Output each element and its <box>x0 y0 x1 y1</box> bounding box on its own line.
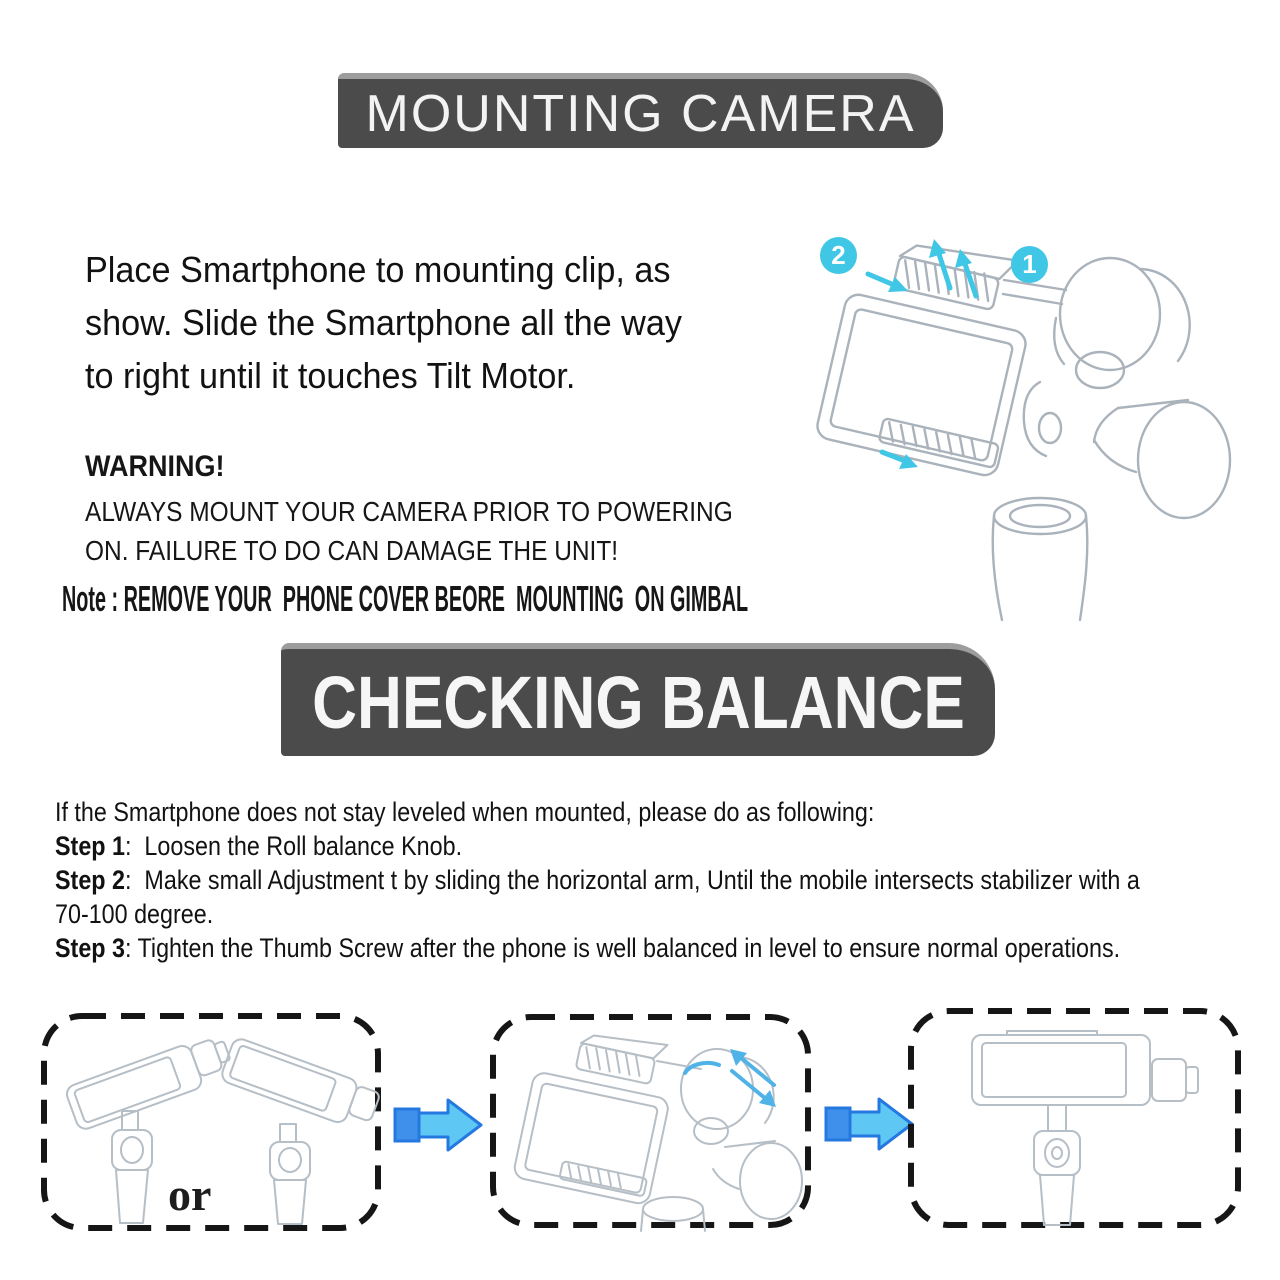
gimbal-line-art <box>815 235 1230 620</box>
mounting-paragraph <box>85 243 713 402</box>
paragraph-line: Place Smartphone to mounting clip, as <box>85 249 671 290</box>
cb-step-3 <box>55 931 1140 965</box>
note-text: REMOVE YOUR PHONE COVER BEORE MOUNTING ON GIMBAL <box>123 578 749 619</box>
slide-arrows <box>685 1049 776 1107</box>
step-1-badge <box>1011 246 1048 283</box>
step2-text: : Make small Adjustment t by sliding the horizontal arm, Until the mobile intersects stabilizer with a <box>124 865 1140 895</box>
mounting-camera-banner <box>338 73 943 148</box>
adjusting-gimbal-art <box>513 1027 802 1231</box>
paragraph-line: to right until it touches Tilt Motor. <box>85 355 576 396</box>
badge-number: 2 <box>831 240 846 270</box>
cb-step-1 <box>55 829 1140 863</box>
step1-label: Step 1 <box>55 831 125 861</box>
step1-text: : Loosen the Roll balance Knob. <box>124 831 463 861</box>
badge-number: 1 <box>1022 249 1037 279</box>
balanced-gimbal-art <box>972 1031 1198 1225</box>
mounting-clip-top <box>893 235 1018 314</box>
note-label: Note : <box>62 578 124 619</box>
paragraph-line: show. Slide the Smartphone all the way <box>85 302 682 343</box>
tilted-gimbal-right <box>220 1037 382 1224</box>
step3-text: : Tighten the Thumb Screw after the phone is well balanced in level to ensure normal operations. <box>124 933 1121 963</box>
cb-step-2-cont: 70-100 degree. <box>55 899 214 929</box>
checking-balance-title: CHECKING BALANCE <box>311 661 965 744</box>
warning-body <box>85 492 813 570</box>
step-2-badge <box>820 237 857 274</box>
balanced-gimbal-box <box>907 1007 1242 1233</box>
or-label: or <box>168 1169 212 1220</box>
cb-step-2 <box>55 863 1140 897</box>
mounting-camera-title: MOUNTING CAMERA <box>365 84 916 143</box>
checking-balance-banner <box>281 643 995 756</box>
cb-intro: If the Smartphone does not stay leveled when mounted, please do as following: <box>55 797 875 827</box>
warning-line: ALWAYS MOUNT YOUR CAMERA PRIOR TO POWERING <box>85 496 733 527</box>
step3-label: Step 3 <box>55 933 125 963</box>
right-block-arrow <box>823 1095 915 1153</box>
right-block-arrow <box>392 1096 484 1154</box>
adjusting-gimbal-box <box>489 1013 812 1234</box>
warning-line: ON. FAILURE TO DO CAN DAMAGE THE UNIT! <box>85 535 619 566</box>
warning-title: WARNING! <box>85 450 225 483</box>
mounting-gimbal-illustration <box>788 222 1238 622</box>
note-line <box>62 578 748 620</box>
step2-label: Step 2 <box>55 865 125 895</box>
checking-balance-body <box>55 795 1280 965</box>
